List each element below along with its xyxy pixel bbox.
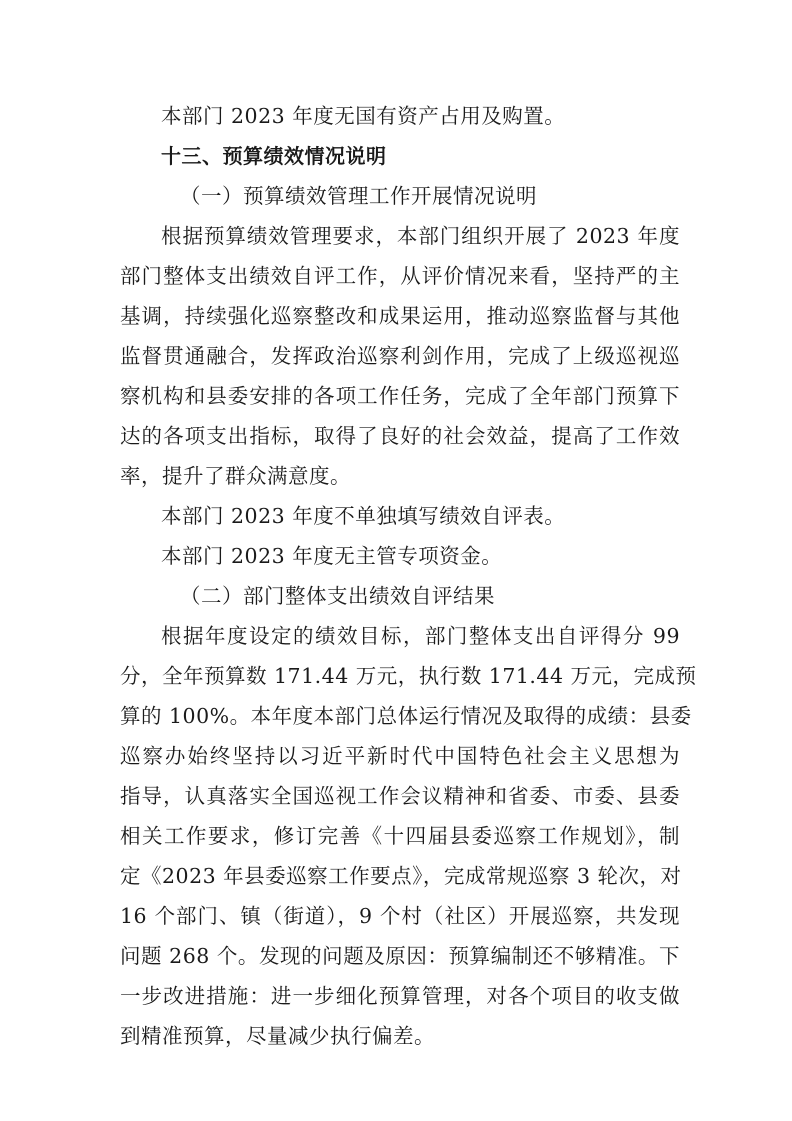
paragraph-line: 达的各项支出指标，取得了良好的社会效益，提高了工作效 [120, 424, 680, 448]
paragraph-line: 定《2023 年县委巡察工作要点》，完成常规巡察 3 轮次，对 [120, 864, 682, 888]
paragraph-line: 算的 100%。本年度本部门总体运行情况及取得的成绩：县委 [120, 704, 692, 728]
paragraph-no-special-funds: 本部门 2023 年度无主管专项资金。 [161, 544, 503, 568]
subsection-heading-results: （二）部门整体支出绩效自评结果 [180, 584, 495, 608]
paragraph-line: 根据预算绩效管理要求，本部门组织开展了 2023 年度 [161, 224, 680, 248]
subsection-heading-management: （一）预算绩效管理工作开展情况说明 [180, 184, 537, 208]
paragraph-line: 16 个部门、镇（街道），9 个村（社区）开展巡察，共发现 [120, 904, 680, 928]
paragraph-asset-statement: 本部门 2023 年度无国有资产占用及购置。 [161, 104, 566, 128]
paragraph-line: 问题 268 个。发现的问题及原因：预算编制还不够精准。下 [120, 944, 680, 968]
section-heading-performance: 十三、预算绩效情况说明 [161, 144, 387, 168]
paragraph-line: 指导，认真落实全国巡视工作会议精神和省委、市委、县委 [120, 784, 680, 808]
paragraph-line: 监督贯通融合，发挥政治巡察利剑作用，完成了上级巡视巡 [120, 344, 680, 368]
paragraph-line: 率，提升了群众满意度。 [120, 464, 351, 488]
paragraph-line: 根据年度设定的绩效目标，部门整体支出自评得分 99 [161, 624, 680, 648]
paragraph-line: 一步改进措施：进一步细化预算管理，对各个项目的收支做 [120, 984, 680, 1008]
paragraph-line: 分，全年预算数 171.44 万元，执行数 171.44 万元，完成预 [120, 664, 697, 688]
paragraph-line: 巡察办始终坚持以习近平新时代中国特色社会主义思想为 [120, 744, 680, 768]
document-page [120, 96, 697, 1056]
paragraph-line: 部门整体支出绩效自评工作，从评价情况来看，坚持严的主 [120, 264, 680, 288]
paragraph-line: 基调，持续强化巡察整改和成果运用，推动巡察监督与其他 [120, 304, 680, 328]
paragraph-line: 察机构和县委安排的各项工作任务，完成了全年部门预算下 [120, 384, 680, 408]
paragraph-line: 相关工作要求，修订完善《十四届县委巡察工作规划》，制 [120, 824, 680, 848]
paragraph-no-self-eval-form: 本部门 2023 年度不单独填写绩效自评表。 [161, 504, 566, 528]
paragraph-line: 到精准预算，尽量减少执行偏差。 [120, 1024, 435, 1048]
